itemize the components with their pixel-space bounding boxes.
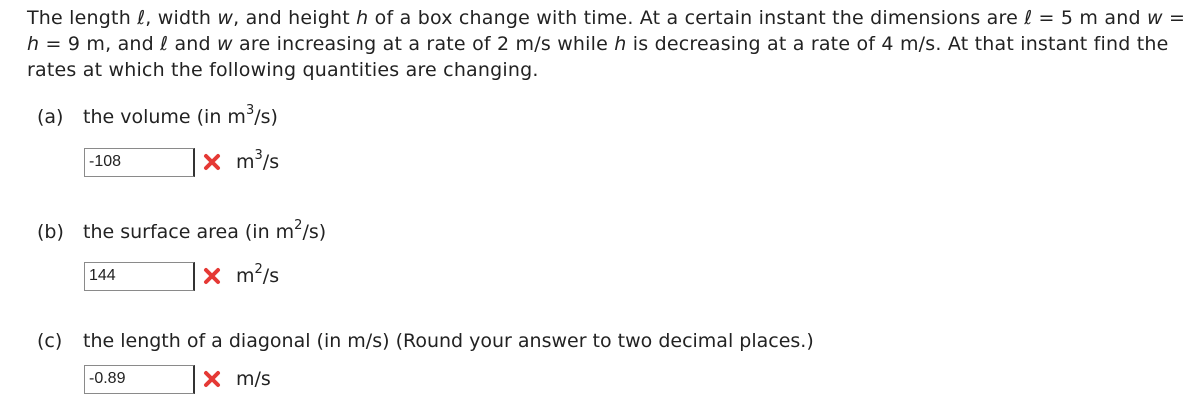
part-a-letter: (a) bbox=[37, 106, 64, 128]
incorrect-x-icon bbox=[202, 152, 222, 172]
part-c-answer-row bbox=[84, 364, 271, 394]
incorrect-x-icon bbox=[202, 369, 222, 389]
part-a-unit: $m^3/s$ bbox=[236, 147, 280, 173]
part-b-answer-row bbox=[84, 261, 279, 291]
part-c-letter: (c) bbox=[37, 330, 63, 352]
part-b-letter: (b) bbox=[37, 221, 64, 243]
part-b-answer-input[interactable] bbox=[84, 262, 195, 291]
problem-statement: The length ℓ, width w, and height h of a box change with time. At a certain instant the dimensions are ℓ = 5 m and w = h = 9 m, and ℓ and w are increasing at a rate of 2 m/s while h is decreasing at a rate of 4 m/s. At that instant find the rates at which the following quantities are changing. bbox=[27, 7, 1186, 81]
part-a-answer-input[interactable] bbox=[84, 148, 195, 177]
part-c-unit: m/s bbox=[236, 368, 271, 390]
part-c-answer-input[interactable] bbox=[84, 365, 195, 394]
part-a-answer-row bbox=[84, 147, 279, 177]
part-c-prompt: (c) the length of a diagonal (in m/s) (Round your answer to two decimal places.) bbox=[37, 330, 814, 352]
incorrect-x-icon bbox=[202, 266, 222, 286]
part-a-prompt: (a) the volume (in $m^3/s$) bbox=[37, 102, 278, 128]
part-b-prompt: (b) the surface area (in $m^2/s$) bbox=[37, 217, 327, 243]
part-b-unit: $m^2/s$ bbox=[236, 261, 280, 287]
